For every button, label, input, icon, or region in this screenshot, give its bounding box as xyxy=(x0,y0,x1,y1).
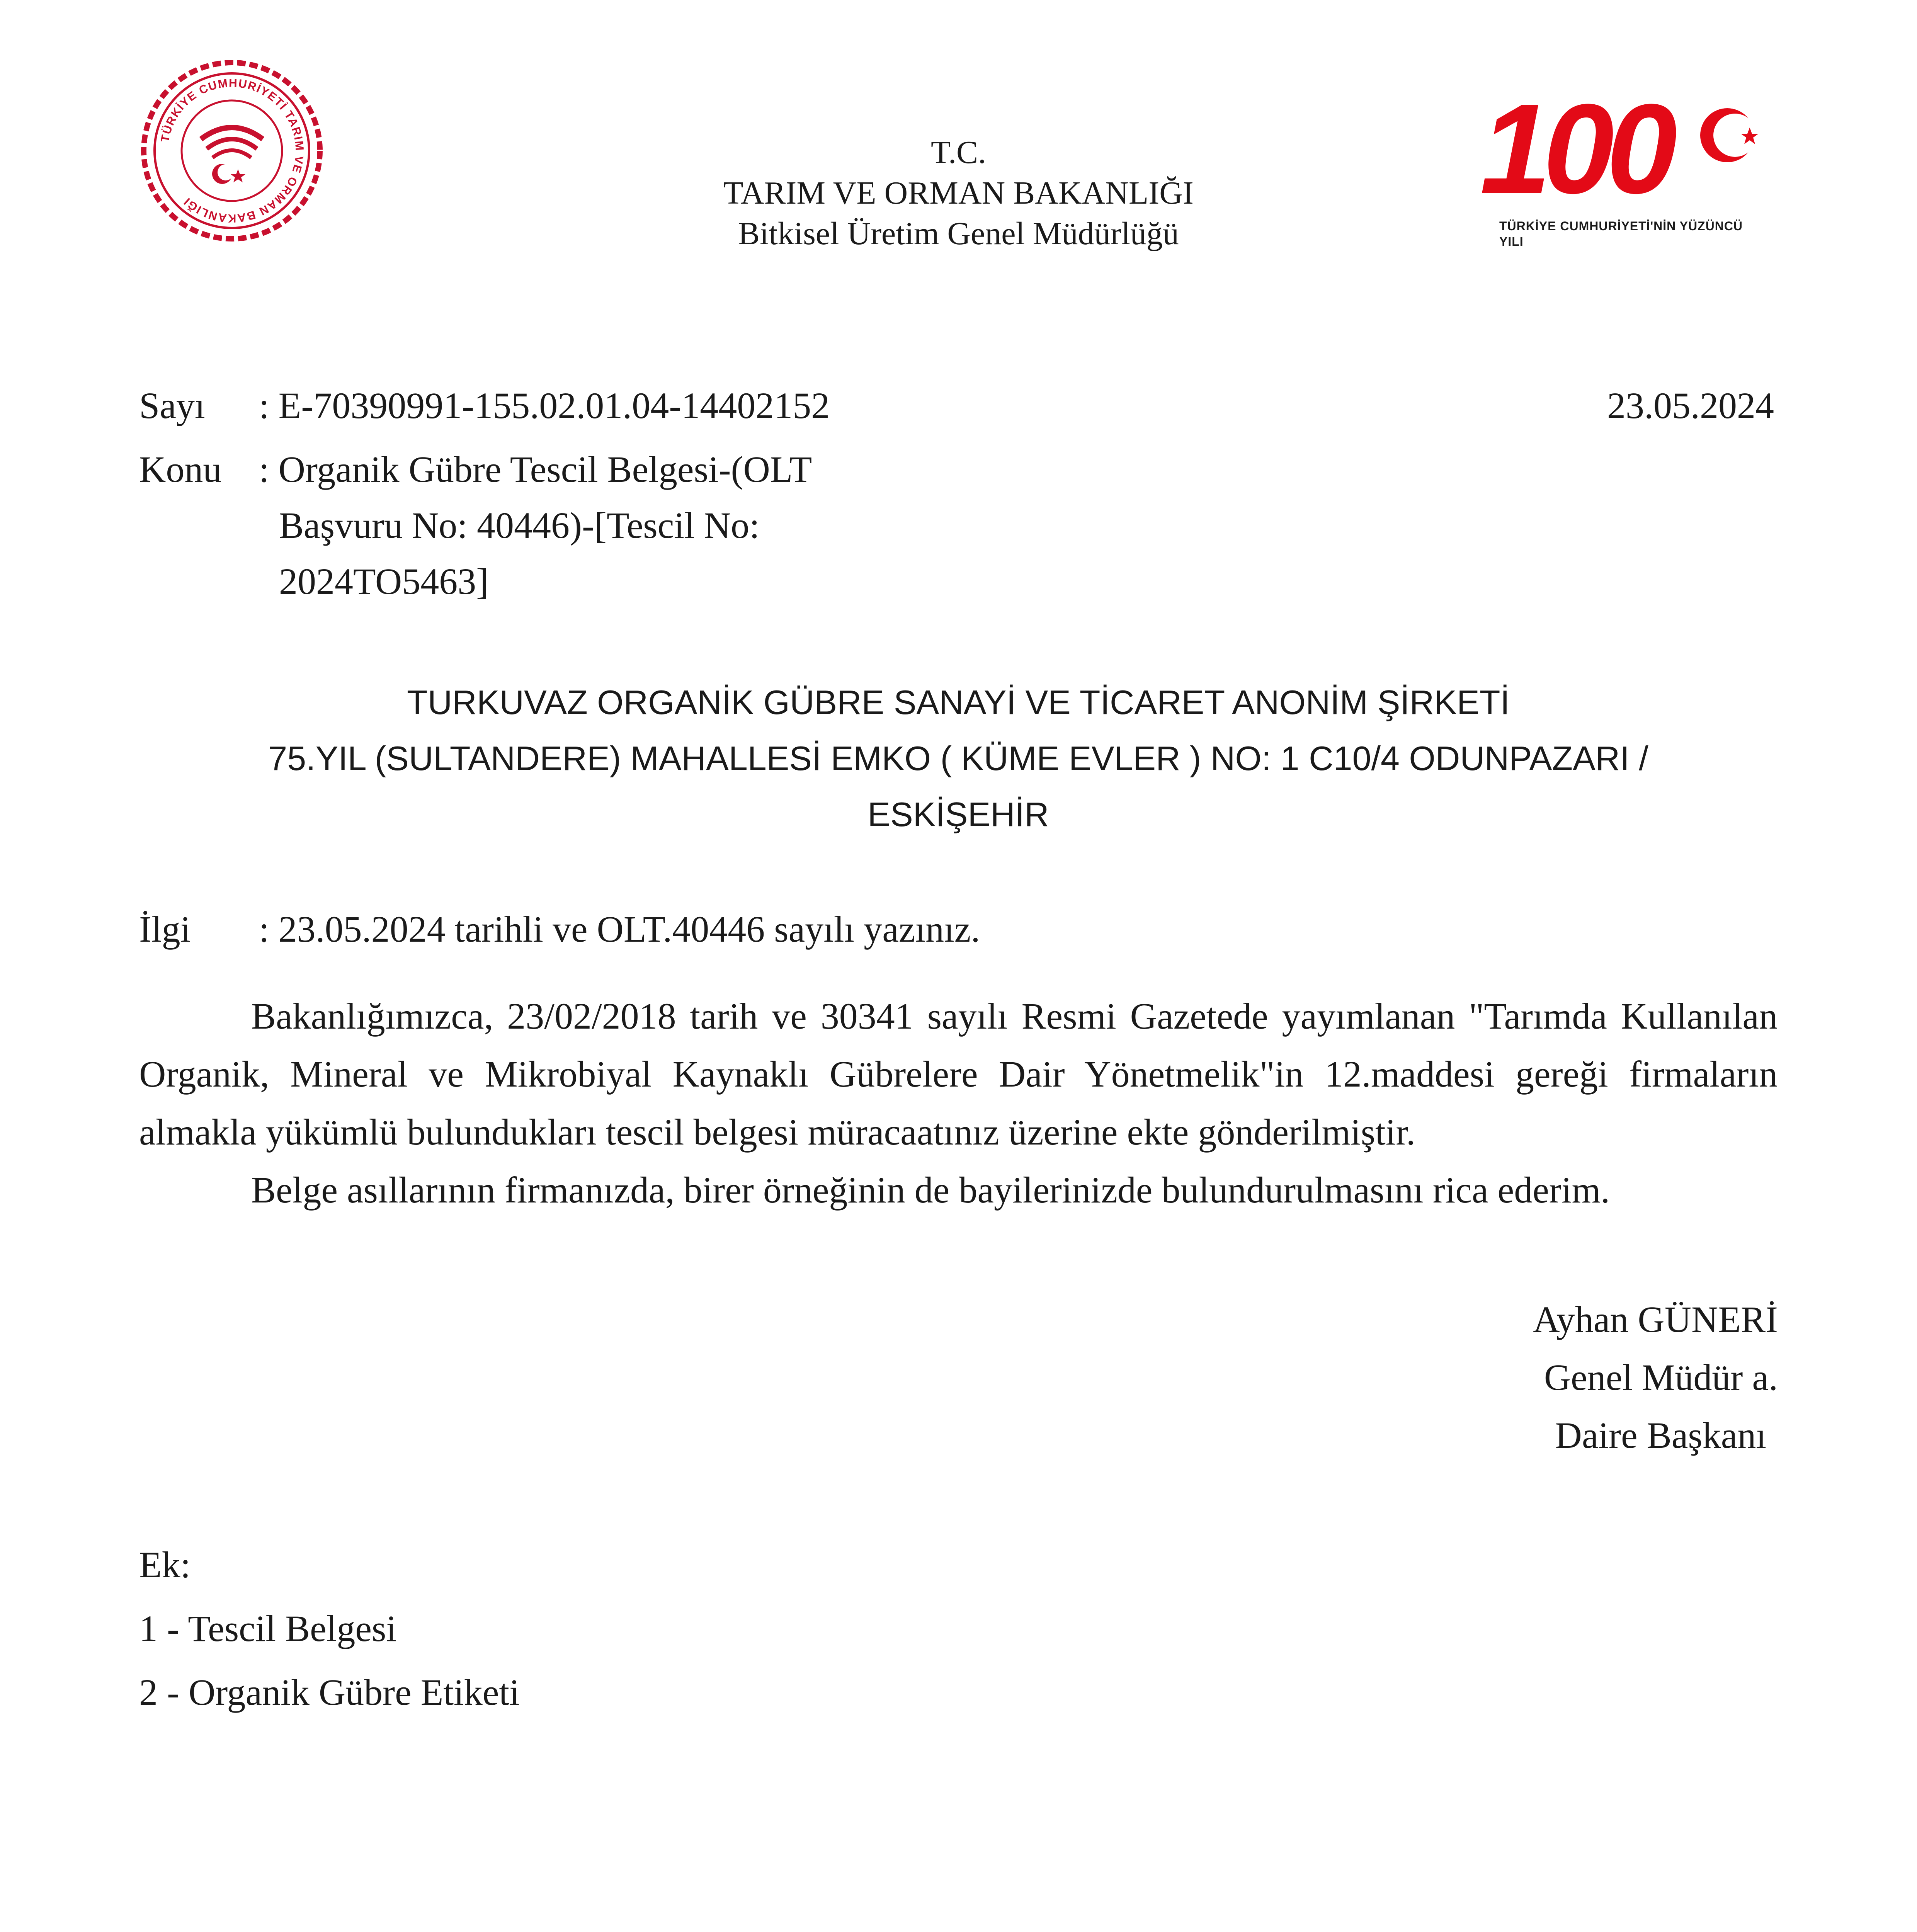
attachments-label: Ek: xyxy=(139,1544,191,1585)
centennial-caption: TÜRKİYE CUMHURİYETİ'NİN YÜZÜNCÜ YILI xyxy=(1499,219,1743,248)
body-paragraph-1: Bakanlığımızca, 23/02/2018 tarih ve 30341 sayılı Resmi Gazetede yayımlanan "Tarımda Kullanılan Organik, Mineral ve Mikrobiyal Kaynaklı Gübrelere Dair Yönetmelik"in 12.maddesi gereği firmaların almakla yükümlü bulundukları tescil belgesi müracaatınız üzerine ekte gönderilmiştir. xyxy=(139,995,1778,1153)
konu-line-1: : Organik Gübre Tescil Belgesi-(OLT xyxy=(259,449,812,490)
header-directorate: Bitkisel Üretim Genel Müdürlüğü xyxy=(738,216,1179,252)
attachment-item-1: 1 - Tescil Belgesi xyxy=(139,1608,397,1649)
konu-line-3: 2024TO5463] xyxy=(279,561,489,602)
header-tc: T.C. xyxy=(930,134,987,170)
body-paragraph-2: Belge asıllarının firmanızda, birer örneğinin de bayilerinizde bulundurulmasını rica ederim. xyxy=(251,1169,1610,1211)
signatory-name: Ayhan GÜNERİ xyxy=(1533,1299,1778,1340)
sayi-label: Sayı xyxy=(139,385,205,426)
seal-text: TÜRKİYE CUMHURİYETİ TARIM VE ORMAN BAKANLIĞI xyxy=(158,77,306,225)
konu-label: Konu xyxy=(139,449,222,490)
ilgi-label: İlgi xyxy=(139,908,191,950)
konu-line-2: Başvuru No: 40446)-[Tescil No: xyxy=(279,505,760,546)
recipient-address-1: 75.YIL (SULTANDERE) MAHALLESİ EMKO ( KÜME EVLER ) NO: 1 C10/4 ODUNPAZARI / xyxy=(268,739,1648,777)
signatory-title-2: Daire Başkanı xyxy=(1555,1415,1766,1456)
centennial-number: 100 xyxy=(1480,77,1670,220)
ilgi-value: : 23.05.2024 tarihli ve OLT.40446 sayılı yazınız. xyxy=(259,908,980,950)
recipient-name: TURKUVAZ ORGANİK GÜBRE SANAYİ VE TİCARET ANONİM ŞİRKETİ xyxy=(407,683,1510,721)
recipient-address-2: ESKİŞEHİR xyxy=(867,795,1049,833)
signatory-title-1: Genel Müdür a. xyxy=(1544,1357,1778,1398)
sayi-value: : E-70390991-155.02.01.04-14402152 xyxy=(259,385,830,426)
header-ministry: TARIM VE ORMAN BAKANLIĞI xyxy=(723,175,1194,211)
attachment-item-2: 2 - Organik Gübre Etiketi xyxy=(139,1672,520,1713)
document-date: 23.05.2024 xyxy=(1607,385,1774,426)
